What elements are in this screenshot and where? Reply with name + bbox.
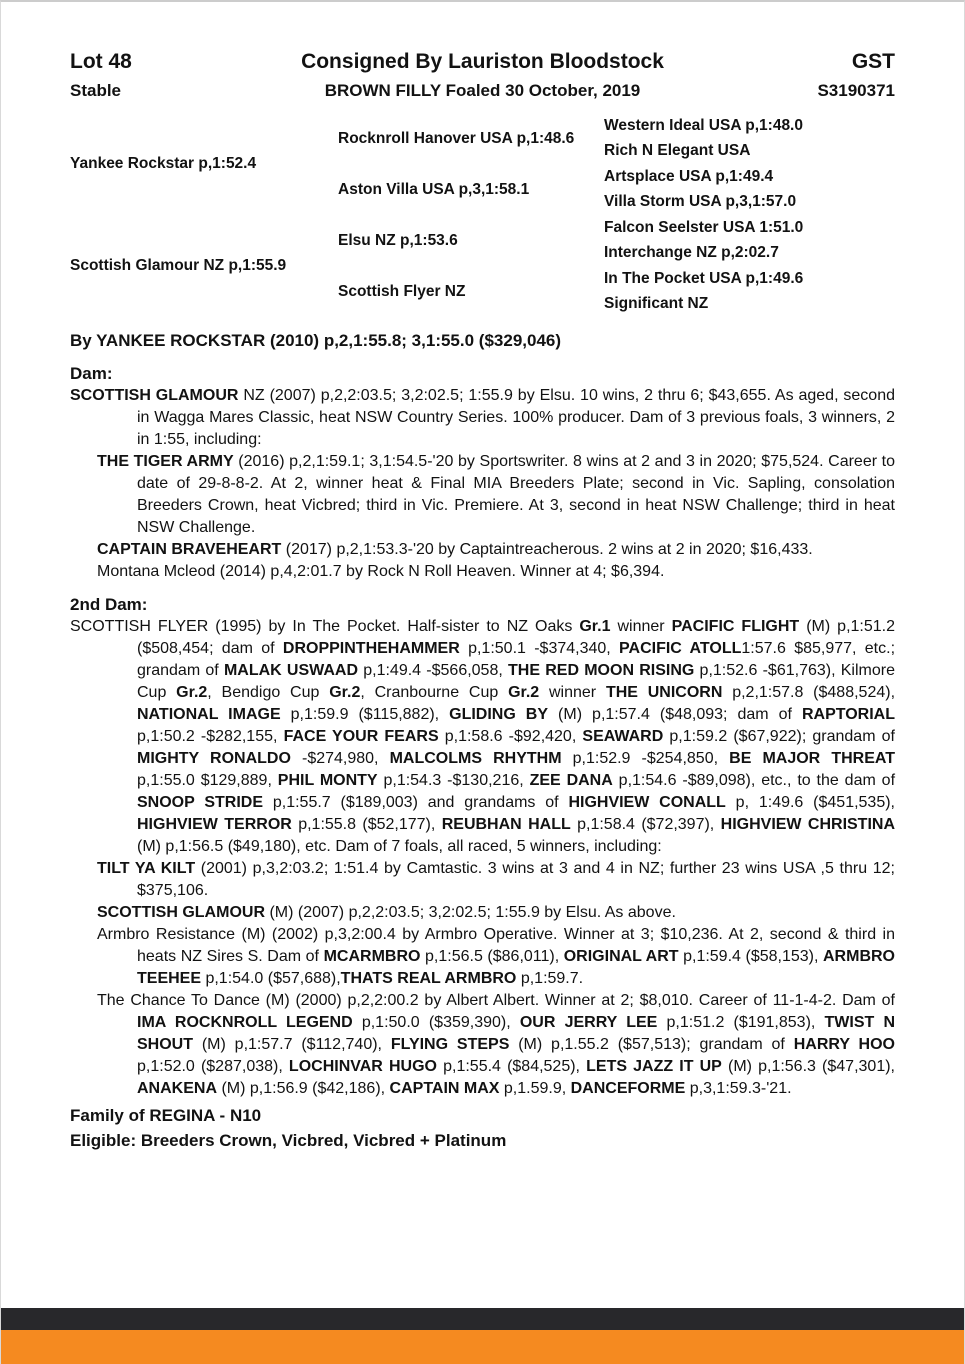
pedigree-dam-dam: Scottish Flyer NZ	[338, 282, 466, 300]
serial-number: S3190371	[817, 81, 895, 100]
dam-paragraph-the-tiger-army: THE TIGER ARMY (2016) p,2,1:59.1; 3,1:54.5-'20 by Sportswriter. 8 wins at 2 and 3 in 2020; $75,524. Career to date of 29-8-8-2. At 2, winner heat & Final MIA Breeders Plate; second in Vic. Sapling, consolation Breeders Crown, heat Vicbred; third in Vic. Premiere. At 3, second in heat NSW Challenge; third in heat NSW Challenge.	[97, 453, 896, 536]
dam-paragraph-captain-braveheart: CAPTAIN BRAVEHEART (2017) p,2,1:53.3-'20 by Captaintreacherous. 2 wins at 2 in 2020; $16,433.	[97, 541, 813, 558]
pedigree-gen3-entry: Western Ideal USA p,1:48.0	[604, 116, 803, 134]
consignor-title: Consigned By Lauriston Bloodstock	[301, 50, 664, 73]
pedigree-dam: Scottish Glamour NZ p,1:55.9	[70, 257, 287, 274]
footer-dark-bar	[1, 1308, 964, 1330]
pedigree-gen3-entry: Significant NZ	[604, 295, 709, 313]
page-content	[1, 2, 964, 1308]
gst-label: GST	[851, 50, 895, 73]
footer-orange-bar	[1, 1330, 964, 1364]
horse-description: BROWN FILLY Foaled 30 October, 2019	[324, 81, 641, 100]
pedigree-dam-sire: Elsu NZ p,1:53.6	[338, 231, 458, 249]
pedigree-gen3-entry: Villa Storm USA p,3,1:57.0	[604, 193, 797, 211]
pedigree-gen3-entry: Interchange NZ p,2:02.7	[604, 244, 779, 262]
sire-line: By YANKEE ROCKSTAR (2010) p,2,1:55.8; 3,1:55.0 ($329,046)	[70, 331, 562, 350]
dam-paragraph-montana-mcleod: Montana Mcleod (2014) p,4,2:01.7 by Rock N Roll Heaven. Winner at 4; $6,394.	[97, 563, 665, 580]
dam-paragraph-scottish-glamour: SCOTTISH GLAMOUR NZ (2007) p,2,2:03.5; 3,2:02.5; 1:55.9 by Elsu. 10 wins, 2 thru 6; $43,655. As aged, second in Wagga Mares Classic, heat NSW Country Series. 100% producer. Dam of 3 previous foals, 3 winners, 2 in 1:55, including:	[70, 387, 896, 448]
second-dam-heading: 2nd Dam:	[70, 595, 148, 614]
second-dam-paragraph-the-chance-to-dance: The Chance To Dance (M) (2000) p,2,2:00.2 by Albert Albert. Winner at 2; $8,010. Career of 11-1-4-2. Dam of IMA ROCKNROLL LEGEND p,1:50.0 ($359,390), OUR JERRY LEE p,1:51.2 ($191,853), TWIST N SHOUT (M) p,1:57.7 ($112,740), FLYING STEPS (M) p,1.55.2 ($57,513); grandam of HARRY HOO p,1:52.0 ($287,038), LOCHINVAR HUGO p,1:55.4 ($84,525), LETS JAZZ IT UP (M) p,1:56.3 ($47,301), ANAKENA (M) p,1:56.9 ($42,186), CAPTAIN MAX p,1.59.9, DANCEFORME p,3,1:59.3-'21.	[97, 992, 896, 1097]
second-dam-paragraph-tilt-ya-kilt: TILT YA KILT (2001) p,3,2:03.2; 1:51.4 by Camtastic. 3 wins at 3 and 4 in NZ; further 23 wins USA ,5 thru 12; $375,106.	[97, 860, 896, 899]
dam-heading: Dam:	[70, 364, 113, 383]
stable-label: Stable	[70, 81, 122, 100]
second-dam-paragraph-scottish-glamour: SCOTTISH GLAMOUR (M) (2007) p,2,2:03.5; 3,2:02.5; 1:55.9 by Elsu. As above.	[97, 904, 676, 921]
second-dam-paragraph-scottish-flyer: SCOTTISH FLYER (1995) by In The Pocket. Half-sister to NZ Oaks Gr.1 winner PACIFIC FLIGHT (M) p,1:51.2 ($508,454; dam of DROPPINTHEHAMMER p,1:50.1 -$374,340, PACIFIC ATOLL1:57.6 $85,977, etc.; grandam of MALAK USWAAD p,1:49.4 -$566,058, THE RED MOON RISING p,1:52.6 -$61,763), Kilmore Cup Gr.2, Bendigo Cup Gr.2, Cranbourne Cup Gr.2 winner THE UNICORN p,2,1:57.8 ($488,524), NATIONAL IMAGE p,1:59.9 ($115,882), GLIDING BY (M) p,1:57.4 ($48,093; dam of RAPTORIAL p,1:50.2 -$282,155, FACE YOUR FEARS p,1:58.6 -$92,420, SEAWARD p,1:59.2 ($67,922); grandam of MIGHTY RONALDO -$274,980, MALCOLMS RHYTHM p,1:52.9 -$254,850, BE MAJOR THREAT p,1:55.0 $129,889, PHIL MONTY p,1:54.3 -$130,216, ZEE DANA p,1:54.6 -$89,098), etc., to the dam of SNOOP STRIDE p,1:55.7 ($189,003) and grandams of HIGHVIEW CONALL p, 1:49.6 ($451,535), HIGHVIEW TERROR p,1:55.8 ($52,177), REUBHAN HALL p,1:58.4 ($72,397), HIGHVIEW CHRISTINA (M) p,1:56.5 ($49,180), etc. Dam of 7 foals, all raced, 5 winners, including:	[70, 618, 896, 855]
header-row-primary	[70, 50, 895, 74]
pedigree-sire-sire: Rocknroll Hanover USA p,1:48.6	[338, 129, 575, 147]
pedigree-gen3-entry: Falcon Seelster USA 1:51.0	[604, 218, 804, 236]
pedigree-gen3-entry: Artsplace USA p,1:49.4	[604, 167, 774, 185]
pedigree-sire: Yankee Rockstar p,1:52.4	[70, 155, 257, 172]
header-row-secondary	[70, 81, 895, 101]
second-dam-paragraph-armbro-resistance: Armbro Resistance (M) (2002) p,3,2:00.4 by Armbro Operative. Winner at 3; $10,236. At 2, second & third in heats NZ Sires S. Dam of MCARMBRO p,1:56.5 ($86,011), ORIGINAL ART p,1:59.4 ($58,153), ARMBRO TEEHEE p,1:54.0 ($57,688),THATS REAL ARMBRO p,1:59.7.	[97, 926, 895, 987]
pedigree-sire-dam: Aston Villa USA p,3,1:58.1	[338, 180, 530, 198]
family-line: Family of REGINA - N10	[70, 1106, 262, 1125]
pedigree-gen3-entry: Rich N Elegant USA	[604, 142, 751, 160]
pedigree-gen3-entry: In The Pocket USA p,1:49.6	[604, 269, 804, 287]
lot-number: Lot 48	[70, 50, 132, 73]
pedigree-table	[70, 113, 895, 317]
eligibility-line: Eligible: Breeders Crown, Vicbred, Vicbred + Platinum	[70, 1131, 507, 1150]
